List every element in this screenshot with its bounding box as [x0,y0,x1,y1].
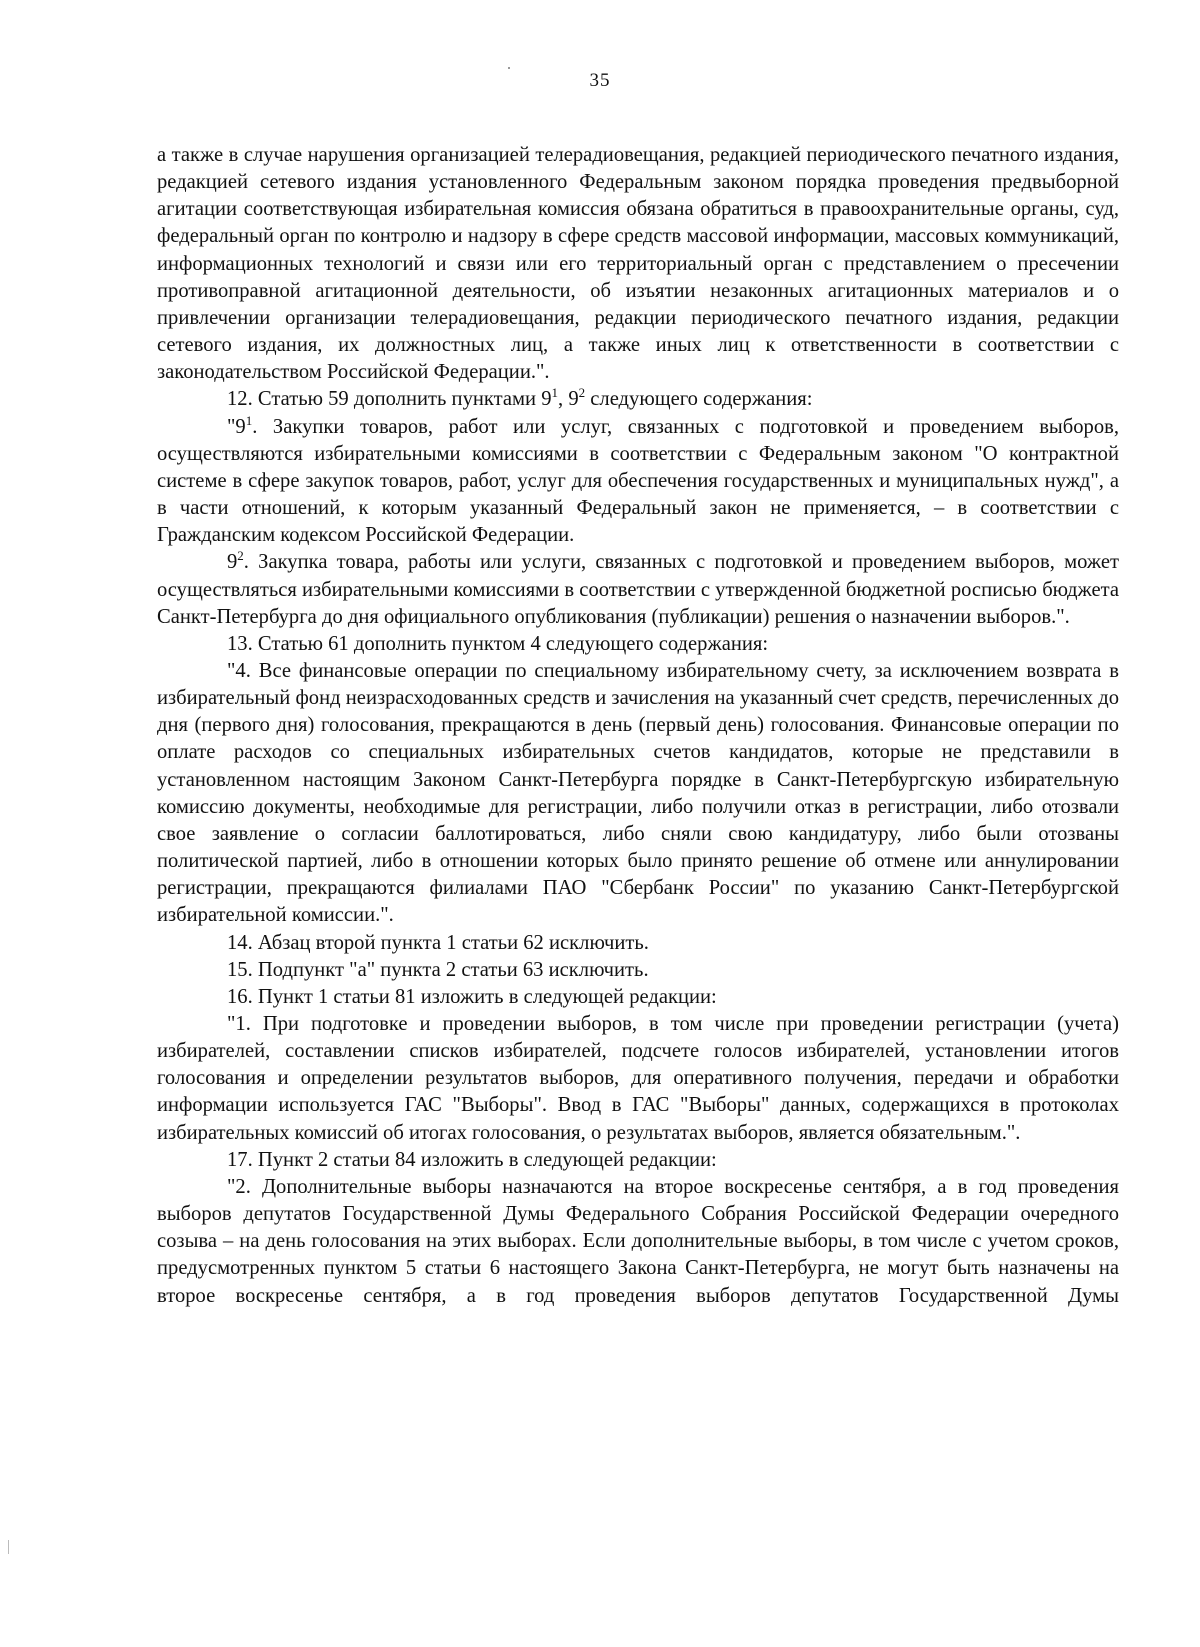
paragraph-point-4: "4. Все финансовые операции по специальному избирательному счету, за исключением возврата в избирательный фонд неизрасходованных средств и зачисления на указанный счет средств, перечисленных до дня (первого дня) голосования, прекращаются в день (первый день) голосования. Финансовые операции по оплате расходов со специальных избирательных счетов кандидатов, которые не представили в установленном настоящим Законом Санкт-Петербурга порядке в Санкт-Петербургскую избирательную комиссию документы, необходимые для регистрации, либо получили отказ в регистрации, либо отозвали свое заявление о согласии баллотироваться, либо сняли свою кандидатуру, либо были отозваны политической партией, либо в отношении которых было принято решение об отмене или аннулировании регистрации, прекращаются филиалами ПАО "Сбербанк России" по указанию Санкт-Петербургской избирательной комиссии.". [157,659,1119,927]
paragraph-item-13: 13. Статью 61 дополнить пунктом 4 следующего содержания: [227,632,769,655]
scan-edge-mark [8,1540,9,1554]
point-9-2-superscript: 2 [237,548,244,564]
document-body [157,142,1119,1310]
item-12-superscript-1: 1 [551,385,559,401]
scan-dot [508,67,510,69]
point-9-1-text-a: "9 [227,415,246,438]
paragraph-item-12 [157,386,1119,413]
page-number: 35 [589,70,611,91]
point-9-1-superscript: 1 [245,412,253,428]
item-12-text-a: 12. Статью 59 дополнить пунктами 9 [227,388,552,411]
paragraph-item-16: 16. Пункт 1 статьи 81 изложить в следующей редакции: [227,985,717,1008]
item-12-superscript-2: 2 [578,385,586,401]
paragraph-item-14: 14. Абзац второй пункта 1 статьи 62 исключить. [227,931,649,954]
paragraph-media-violations: а также в случае нарушения организацией телерадиовещания, редакцией периодического печатного издания, редакцией сетевого издания установленного Федеральным законом порядка проведения предвыборной агитации соответствующая избирательная комиссия обязана обратиться в правоохранительные органы, суд, федеральный орган по контролю и надзору в сфере средств массовой информации, массовых коммуникаций, информационных технологий и связи или его территориальный орган с представлением о пресечении противоправной агитационной деятельности, об изъятии незаконных агитационных материалов и о привлечении организации телерадиовещания, редакции периодического печатного издания, редакции сетевого издания, их должностных лиц, а также иных лиц к ответственности в соответствии с законодательством Российской Федерации.". [157,144,1119,384]
paragraph-point-1: "1. При подготовке и проведении выборов, в том числе при проведении регистрации (учета) избирателей, составлении списков избирателей, подсчете голосов избирателей, установлении итогов голосования и определении результатов выборов, для оперативного получения, передачи и обработки информации используется ГАС "Выборы". Ввод в ГАС "Выборы" данных, содержащихся в протоколах избирательных комиссий об итогах голосования, о результатах выборов, является обязательным.". [157,1013,1119,1144]
paragraph-item-15: 15. Подпункт "а" пункта 2 статьи 63 исключить. [227,958,649,981]
point-9-2-text-a: 9 [227,551,238,574]
point-9-1-text-b: . Закупки товаров, работ или услуг, связанных с подготовкой и проведением выборов, осуществляются избирательными комиссиями в соответствии с Федеральным законом "О контрактной системе в сфере закупок товаров, работ, услуг для обеспечения государственных и муниципальных нужд", а в части отношений, к которым указанный Федеральный закон не применяется, – в соответствии с Гражданским кодексом Российской Федерации. [157,415,1119,547]
item-12-text-b: , 9 [558,388,579,411]
paragraph-point-9-1 [157,414,1119,550]
paragraph-item-17: 17. Пункт 2 статьи 84 изложить в следующей редакции: [227,1148,717,1171]
paragraph-point-2: "2. Дополнительные выборы назначаются на второе воскресенье сентября, а в год проведения выборов депутатов Государственной Думы Федерального Собрания Российской Федерации очередного созыва – на день голосования на этих выборах. Если дополнительные выборы, в том числе с учетом сроков, предусмотренных пунктом 5 статьи 6 настоящего Закона Санкт-Петербурга, не могут быть назначены на второе воскресенье сентября, а в год проведения выборов депутатов Государственной Думы [157,1175,1119,1307]
paragraph-point-9-2 [157,549,1119,630]
point-9-2-text-b: . Закупка товара, работы или услуги, связанных с подготовкой и проведением выборов, может осуществляться избирательными комиссиями в соответствии с утвержденной бюджетной росписью бюджета Санкт-Петербурга до дня официального опубликования (публикации) решения о назначении выборов.". [157,551,1119,628]
item-12-text-c: следующего содержания: [585,388,813,411]
